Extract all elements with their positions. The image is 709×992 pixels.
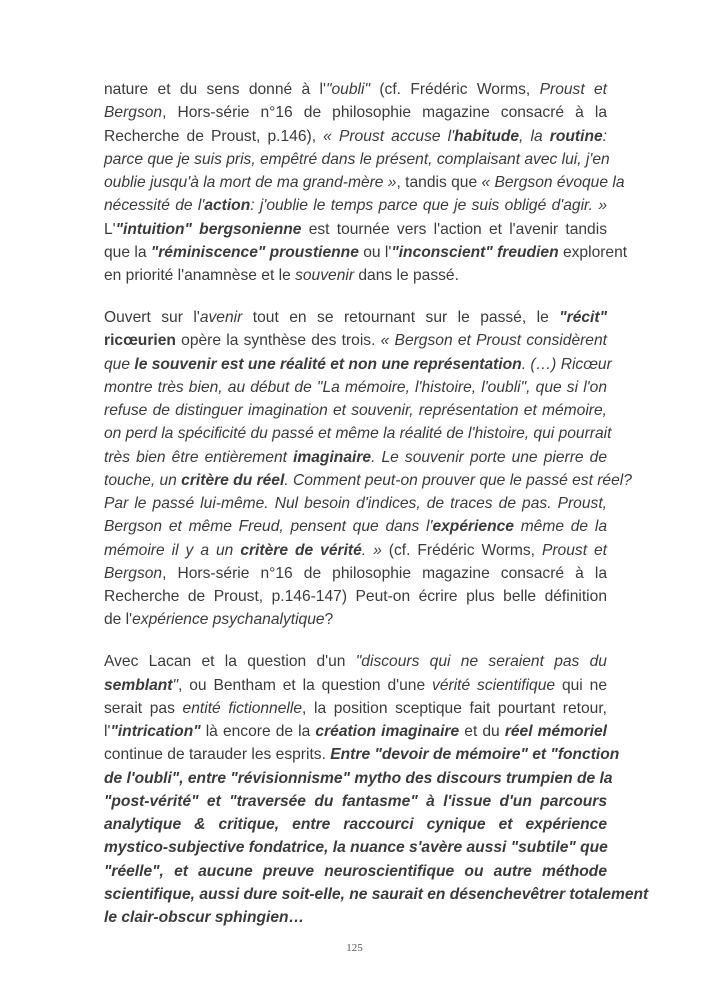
text-line — [104, 376, 607, 399]
page-number: 125 — [346, 942, 363, 954]
text-line — [104, 720, 607, 743]
text-run: critère du réel — [181, 471, 285, 489]
text-run: réel mémoriel — [504, 723, 607, 740]
text-run: nature et du sens donné à l' — [104, 81, 326, 98]
text-run: . » — [361, 541, 382, 559]
text-run: "réelle", et aucune preuve neuroscientifique ou autre méthode — [104, 862, 607, 880]
text-run: « Bergson et Proust considèrent — [380, 332, 607, 350]
text-run: Ouvert sur l' — [104, 309, 200, 326]
text-line — [104, 329, 607, 352]
text-run: de l' — [104, 611, 133, 629]
text-line — [104, 218, 607, 241]
text-run: l' — [104, 723, 111, 740]
text-run: "discours qui ne seraient pas du — [355, 653, 607, 671]
text-run: "post-vérité" et "traversée du fantasme" à l'issue d'un parcours — [104, 792, 607, 810]
text-run: « Bergson évoque la — [481, 174, 625, 191]
text-run: « Proust accuse l' — [323, 127, 455, 145]
text-line — [104, 674, 607, 697]
text-run: Par le passé lui-même. Nul besoin d'indices, de traces de pas. Proust, — [104, 495, 607, 512]
text-run: Entre "devoir de mémoire" et "fonction — [330, 746, 620, 764]
text-run: mémoire il y a un — [104, 541, 241, 559]
text-run: Bergson et même Freud, pensent que dans l' — [104, 518, 433, 536]
text-run: avenir — [199, 309, 243, 326]
text-line — [104, 743, 620, 766]
text-line — [104, 515, 607, 538]
text-run: est tournée vers l'action et l'avenir tandis — [301, 220, 607, 238]
text-line — [104, 697, 607, 720]
text-run: "intrication" — [110, 723, 201, 740]
text-line — [104, 836, 607, 859]
text-run: "réminiscence" proustienne — [150, 243, 359, 261]
text-run: le clair-obscur sphingien… — [104, 909, 305, 926]
text-run: Bergson — [104, 104, 163, 122]
text-run: , Hors-série n°16 de philosophie magazine consacré à la — [162, 104, 607, 122]
text-run: même de la — [513, 518, 607, 536]
text-line — [104, 399, 607, 422]
text-run: . Le souvenir porte une pierre de — [371, 448, 607, 466]
text-run: : j'oublie le temps parce que je suis obligé d'agir. » — [250, 197, 607, 215]
page-body — [104, 78, 649, 948]
text-line — [104, 650, 607, 673]
text-run: scientifique, aussi dure soit-elle, ne saurait en désenchevêtrer totalement — [104, 885, 649, 903]
text-run: le souvenir est une réalité et non une représentation — [134, 355, 522, 373]
paragraph — [104, 650, 649, 929]
text-run: refuse de distinguer imagination et souvenir, représentation et mémoire, — [104, 402, 607, 419]
text-run: là encore de la — [200, 723, 316, 740]
text-run: , ou Bentham et la question d'une — [178, 676, 433, 694]
text-line — [104, 813, 607, 836]
text-line — [104, 562, 607, 585]
text-run: dans le passé. — [354, 267, 459, 284]
text-line — [104, 171, 625, 194]
text-line — [104, 767, 613, 790]
text-line — [104, 539, 607, 562]
text-line — [104, 148, 610, 171]
text-run: vérité scientifique — [432, 676, 556, 694]
text-line — [104, 492, 607, 515]
text-run: "oubli" — [325, 81, 370, 98]
text-run: : — [602, 127, 607, 145]
text-run: Recherche de Proust, p.146), — [104, 127, 324, 145]
paragraph — [104, 78, 628, 287]
text-run: critère de vérité — [240, 541, 362, 559]
text-run: parce que je suis pris, empêtré dans le présent, complaisant avec lui, j'en — [104, 150, 610, 168]
text-run: Proust et — [541, 541, 608, 559]
text-run: qui ne — [555, 676, 607, 694]
text-run: ou l' — [358, 243, 392, 261]
text-run: souvenir — [295, 267, 355, 284]
text-run: Avec Lacan et la question d'un — [104, 653, 356, 671]
text-run: analytique & critique, entre raccourci cynique et expérience — [104, 816, 607, 833]
text-run: " — [172, 676, 179, 694]
text-run: que — [104, 355, 135, 373]
text-run: , Hors-série n°16 de philosophie magazine consacré à la — [162, 564, 607, 582]
text-line — [104, 883, 649, 906]
paragraph — [104, 306, 632, 632]
text-run: , la position sceptique fait pourtant retour, — [302, 699, 607, 717]
text-line — [104, 446, 607, 469]
text-line — [104, 422, 612, 445]
text-run: action — [204, 197, 251, 215]
text-line — [104, 906, 607, 929]
text-run: expérience psychanalytique — [132, 611, 325, 629]
text-run: . Comment peut-on prouver que le passé est réel? — [284, 471, 632, 489]
text-run: . (…) Ricœur — [521, 355, 612, 373]
text-run: de l'oubli", entre "révisionnisme" mytho des discours trumpien de la — [104, 769, 613, 787]
text-run: habitude — [454, 127, 520, 145]
text-line — [104, 101, 607, 124]
text-line — [104, 125, 607, 148]
text-run: opère la synthèse des trois. — [175, 332, 381, 350]
text-run: routine — [549, 127, 603, 145]
text-line — [104, 860, 607, 883]
text-line — [104, 306, 607, 329]
text-run: serait pas — [104, 699, 183, 717]
text-run: "inconscient" freudien — [391, 243, 559, 261]
text-run: entité fictionnelle — [182, 699, 303, 717]
text-line — [104, 585, 607, 608]
text-run: oublie jusqu'à la mort de ma grand-mère » — [104, 174, 397, 191]
text-run: expérience — [432, 518, 514, 536]
text-run: explorent — [558, 243, 628, 261]
text-line — [104, 78, 607, 101]
text-run: "récit" — [559, 309, 607, 326]
text-run: "intuition" bergsonienne — [115, 220, 302, 238]
text-run: ? — [324, 611, 334, 629]
text-run: , tandis que — [396, 174, 482, 191]
text-run: Recherche de Proust, p.146-147) Peut-on écrire plus belle définition — [104, 588, 607, 605]
text-run: on perd la spécificité du passé et même la réalité de l'histoire, qui pourrait — [104, 425, 612, 443]
text-run: mystico-subjective fondatrice, la nuance s'avère aussi "subtile" que — [104, 839, 608, 857]
text-run: montre très bien, au début de "La mémoire, l'histoire, l'oubli", que si l'on — [104, 378, 607, 396]
text-run: et du — [459, 723, 505, 740]
text-run: semblant — [104, 676, 173, 694]
text-run: nécessité de l' — [104, 197, 205, 215]
text-run: L' — [104, 220, 116, 238]
text-run: , la — [519, 127, 550, 145]
text-run: tout en se retournant sur le passé, le — [242, 309, 560, 326]
text-line — [104, 264, 607, 287]
text-line — [104, 608, 607, 631]
text-run: création imaginaire — [315, 723, 460, 740]
text-run: touche, un — [104, 471, 182, 489]
text-line — [104, 469, 632, 492]
text-run: en priorité l'anamnèse et le — [104, 267, 296, 284]
text-run: que la — [104, 243, 151, 261]
text-line — [104, 790, 607, 813]
text-run: très bien être entièrement — [104, 448, 294, 466]
text-run: continue de tarauder les esprits. — [104, 746, 331, 764]
text-run: ricœurien — [104, 332, 176, 350]
text-line — [104, 241, 628, 264]
text-run: Bergson — [104, 564, 163, 582]
text-run: imaginaire — [293, 448, 372, 466]
text-run: Proust et — [539, 81, 607, 98]
text-line — [104, 194, 607, 217]
text-run: (cf. Frédéric Worms, — [381, 541, 542, 559]
text-run: (cf. Frédéric Worms, — [370, 81, 540, 98]
text-line — [104, 353, 612, 376]
